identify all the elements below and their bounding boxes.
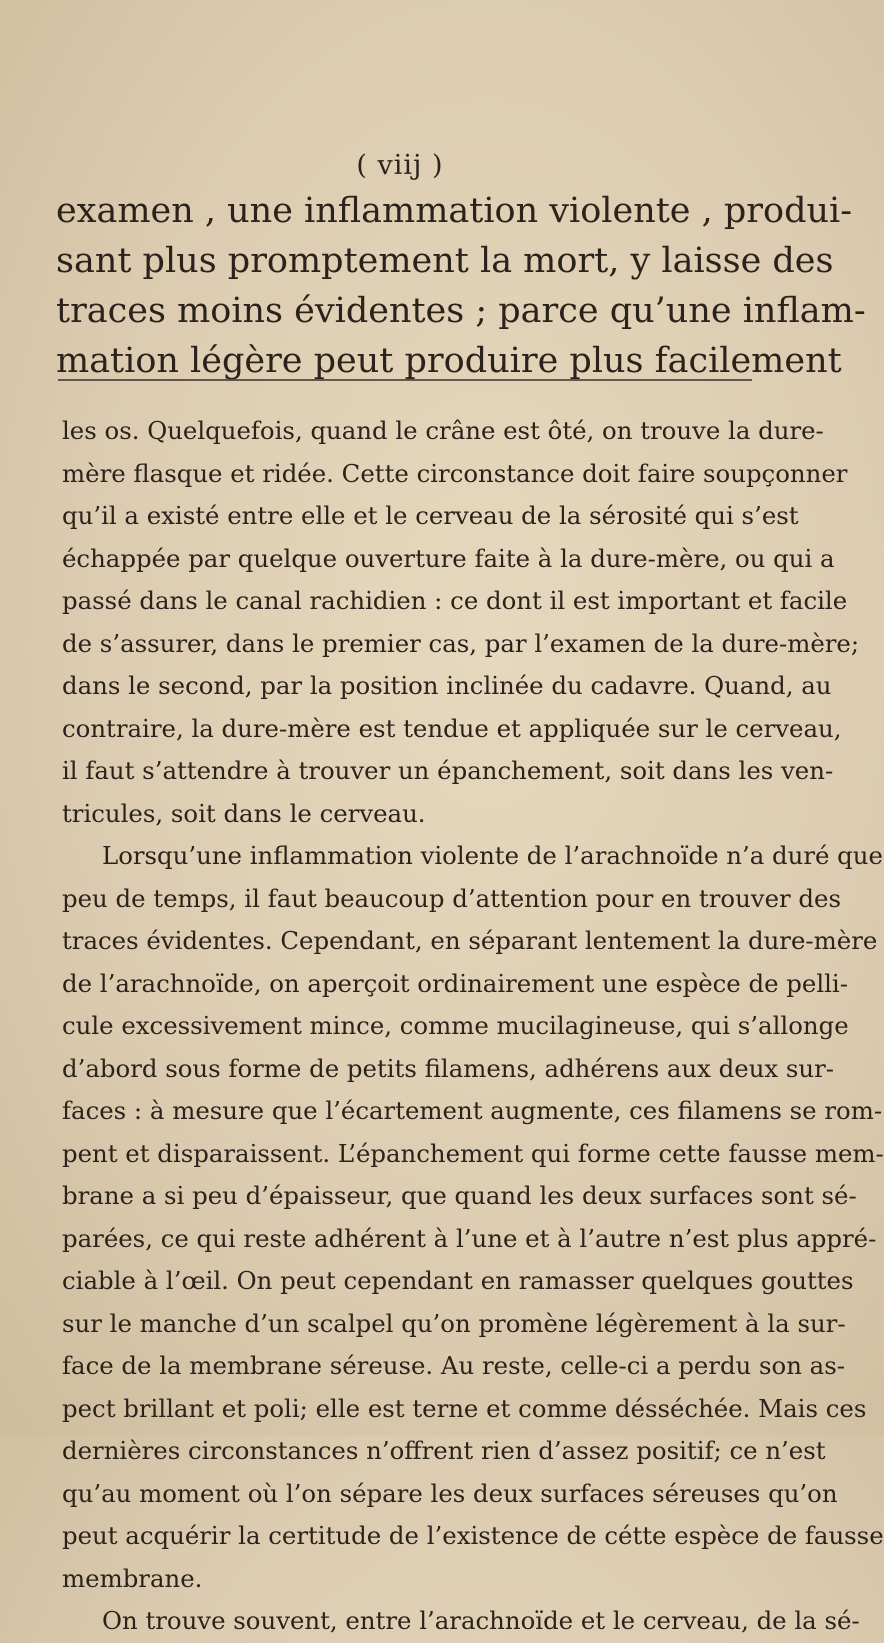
paragraph-start-line: On trouve souvent, entre l’arachnoïde et le cerveau, de la sé- [102,1606,860,1635]
text-line: sant plus promptement la mort, y laisse des [56,241,834,281]
text-line: qu’il a existé entre elle et le cerveau de la sérosité qui s’est [62,501,799,530]
text-line: il faut s’attendre à trouver un épanchement, soit dans les ven- [62,756,834,785]
text-line: face de la membrane séreuse. Au reste, celle-ci a perdu son as- [62,1351,845,1380]
text-line: échappée par quelque ouverture faite à la dure-mère, ou qui a [62,543,835,573]
text-line: d’abord sous forme de petits filamens, adhérens aux deux sur- [62,1053,835,1083]
text-line: pent et disparaissent. L’épanchement qui forme cette fausse mem- [62,1138,884,1168]
text-line: membrane. [62,1563,203,1593]
text-line: dernières circonstances n’offrent rien d’assez positif; ce n’est [62,1436,826,1465]
body-text-block [62,410,884,1643]
text-line: contraire, la dure-mère est tendue et appliquée sur le cerveau, [62,713,842,743]
text-line: mation légère peut produire plus facilement [56,341,842,381]
text-line: tricules, soit dans le cerveau. [62,798,426,828]
page-number: ( viij ) [356,150,444,181]
text-line: traces moins évidentes ; parce qu’une inflam- [56,291,866,331]
text-line: faces : à mesure que l’écartement augmente, ces filamens se rom- [62,1096,883,1125]
text-line: cule excessivement mince, comme mucilagineuse, qui s’allonge [62,1011,849,1040]
text-line: sur le manche d’un scalpel qu’on promène légèrement à la sur- [62,1308,846,1338]
separator-rule [58,379,752,381]
text-line: mère flasque et ridée. Cette circonstance doit faire soupçonner [62,458,848,488]
text-line: peu de temps, il faut beaucoup d’attention pour en trouver des [62,883,841,913]
text-line: les os. Quelquefois, quand le crâne est ôté, on trouve la dure- [62,416,824,445]
preceding-text-block [56,186,866,386]
text-line: brane a si peu d’épaisseur, que quand les deux surfaces sont sé- [62,1181,857,1210]
text-line: ciable à l’œil. On peut cependant en ramasser quelques gouttes [62,1266,854,1295]
text-line: dans le second, par la position inclinée du cadavre. Quand, au [62,671,832,700]
text-line: parées, ce qui reste adhérent à l’une et à l’autre n’est plus appré- [62,1223,877,1253]
text-line: pect brillant et poli; elle est terne et comme désséchée. Mais ces [62,1393,867,1423]
text-line: traces évidentes. Cependant, en séparant lentement la dure-mère [62,926,878,955]
text-line: examen , une inflammation violente , produi- [56,191,853,231]
text-line: de l’arachnoïde, on aperçoit ordinairement une espèce de pelli- [62,968,848,998]
text-line: de s’assurer, dans le premier cas, par l’examen de la dure-mère; [62,628,860,658]
text-line: passé dans le canal rachidien : ce dont il est important et facile [62,586,848,615]
paragraph-start-line: Lorsqu’une inflammation violente de l’arachnoïde n’a duré que [102,841,883,870]
text-line: peut acquérir la certitude de l’existence de cétte espèce de fausse [62,1521,884,1550]
text-line: qu’au moment où l’on sépare les deux surfaces séreuses qu’on [62,1478,838,1508]
